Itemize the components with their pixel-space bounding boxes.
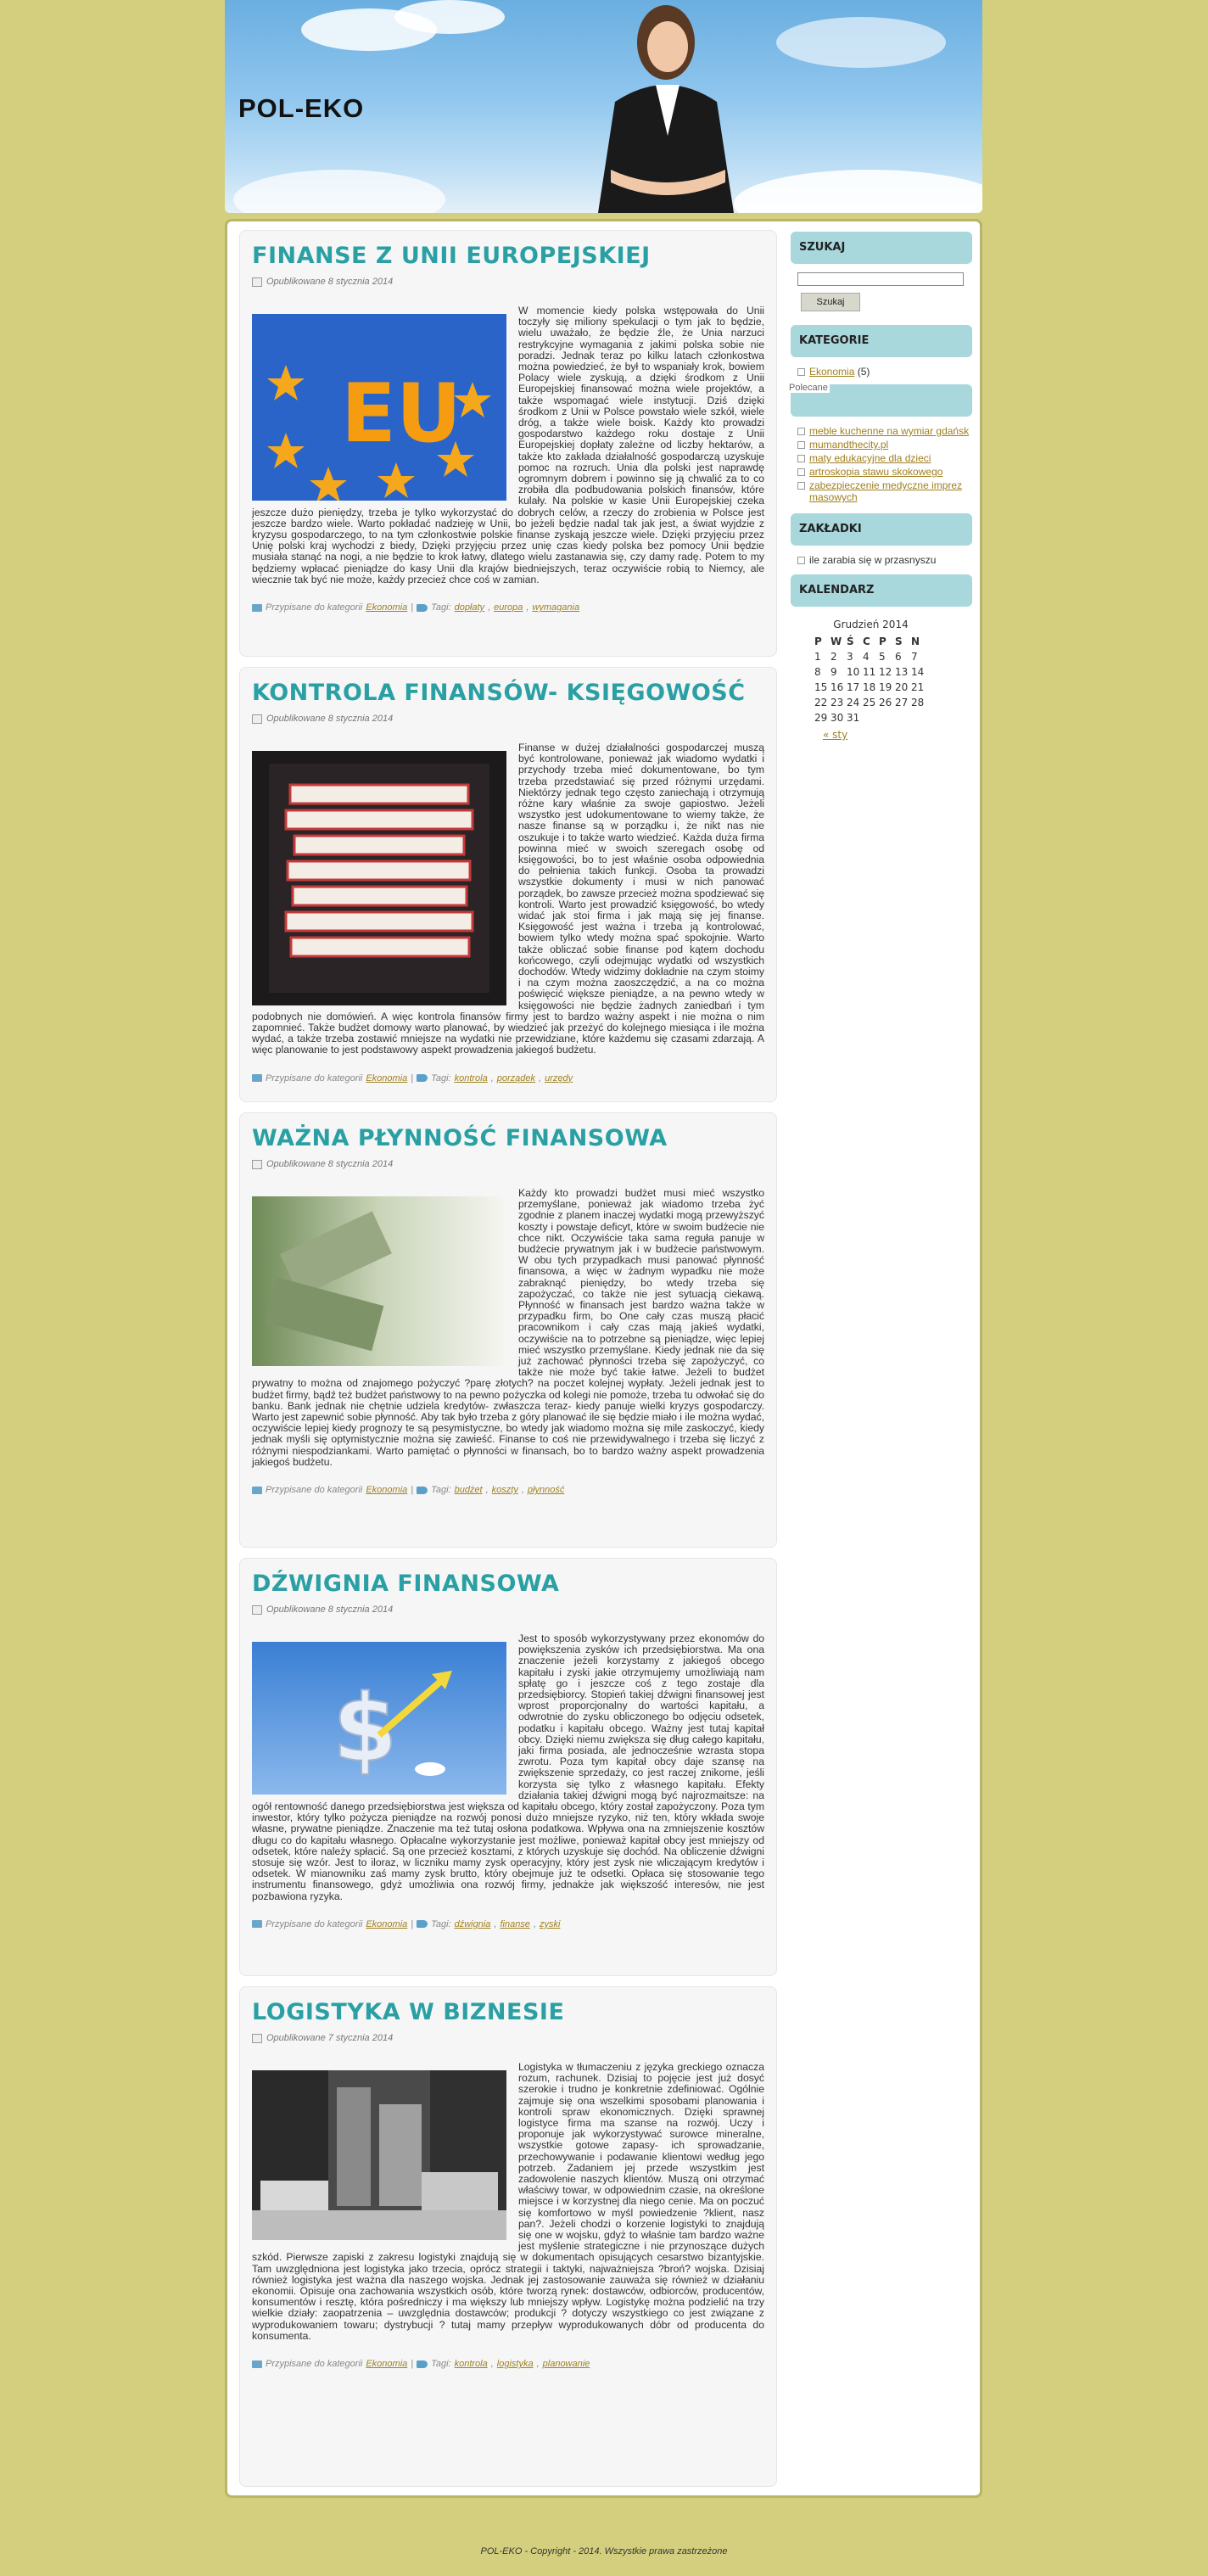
post-title[interactable]: DŹWIGNIA FINANSOWA bbox=[252, 1571, 560, 1597]
recommended-item bbox=[797, 466, 972, 478]
calendar-day-header: W bbox=[830, 636, 842, 647]
category-link[interactable]: Ekonomia bbox=[809, 366, 855, 378]
calendar-day: 4 bbox=[863, 651, 870, 663]
calendar-heading: KALENDARZ bbox=[791, 574, 972, 607]
calendar-day: 18 bbox=[863, 681, 876, 693]
post-logistyka: LOGISTYKA W BIZNESIE Opublikowane 7 stycznia 2014 Logistyka w tłumaczeniu z języka greckiego oznacza rozum, rachunek. Dzisiaj to pojęcie jest już dosyć szerokie i trudno je konkretnie zdefiniować. Ogólnie zajmuje się ona wszelkimi sposobami planowania i kontroli spraw ekonomicznych. Dzięki sprawnej logistyce firma ma szanse na rozwój. Uczy i proponuje jak wykorzystywać surowce mineralne, wszystkie gotowe zapasy- ich sprowadzanie, przechowywanie i podawanie klientowi według jego potrzeb. Zadaniem jej przede wszystkim jest zadowolenie naszych klientów. Muszą oni otrzymać właściwy towar, w odpowiednim czasie, na określone miejsce i w korzystnej dla niego cenie. Ma on poczuć się komfortowo w myśl powiedzenie ?klient, nasz pan?. Jeżeli chodzi o korzenie logistyki to znajdują się one w wojsku, gdyż to właśnie tam bardzo ważne jest myślenie strategiczne i nie przynoszące dużych szkód. Pierwsze zapiski z zakresu logistyki znajdują się w dokumentach opisujących cesarstwo bizantyjskie. Tam uwzględniona jest logistyka jako trzecia, oprócz strategii i taktyki, najważniejsza ?broń? wojska. Dzisiaj również logistyka jest ważna dla naszego wojska. Jednak jej zastosowanie zauważa się również w działaniu ekonomii. Opisuje ona zachowania wszystkich osób, które tworzą rynek: dostawców, odbiorców, producentów, konsumentów i resztę, która pośredniczy i ma większy lub mniejszy wpływ. Logistykę można podzielić na trzy wielkie działy: zaopatrzenia – uwzględnia dostawców; produkcji ? dotyczy wszystkiego co jest związane z wyprodukowaniem towaru; dystrybucji ? tutaj mamy przepływ wyprodukowanych dóbr od producenta do konsumenta. Przypisane do kategorii Ekonomia | Tagi: kontrola , logistyka , planowanie bbox=[239, 1986, 777, 2487]
calendar-day-header: Ś bbox=[847, 636, 854, 647]
tag-link[interactable]: budżet bbox=[454, 1485, 483, 1496]
recommended-link[interactable]: artroskopia stawu skokowego bbox=[809, 466, 943, 478]
calendar-day-header: P bbox=[879, 636, 886, 647]
post-title[interactable]: FINANSE Z UNII EUROPEJSKIEJ bbox=[252, 243, 651, 269]
folder-icon bbox=[252, 1074, 262, 1082]
calendar-day: 1 bbox=[814, 651, 821, 663]
calendar-day: 11 bbox=[863, 666, 876, 678]
calendar-day: 13 bbox=[895, 666, 909, 678]
recommended-heading: Polecane bbox=[789, 383, 828, 393]
tag-link[interactable]: płynność bbox=[527, 1485, 565, 1496]
post-date: Opublikowane 7 stycznia 2014 bbox=[266, 2033, 394, 2043]
category-list bbox=[791, 366, 972, 378]
calendar-day: 30 bbox=[830, 712, 844, 724]
tag-icon bbox=[417, 1920, 428, 1928]
post-dzwignia-finansowa: DŹWIGNIA FINANSOWA Opublikowane 8 stycznia 2014 $ Jest to sposób wykorzystywany przez ekonomów do powiększenia zysków ich przedsiębiorstwa. Ma ona znaczenie jeżeli korzystamy z jakiegoś obcego kapitału i zyski jakie otrzymujemy umożliwiają nam spłatę go i jeszcze coś z tego zostaje dla przedsiębiorcy. Stopień takiej dźwigni finansowej jest wprost proporcjonalny do wartości kapitału, a odwrotnie do zysku obliczonego bo odjęciu odsetek, podatku i kapitału obcego. Ważny jest tutaj kapitał obcy. Dzięki niemu zwiększa się dług całego kapitału, jaki firma posiada, ale jednocześnie wzrasta stopa zwrotu. Poza tym kapitał obcy daje szansę na zwiększenie sprzedaży, co jest raczej znikome, jeśli korzysta się tylko z własnego kapitału. Efekty działania takiej dźwigni mogą być najrozmaitsze: na ogół rentowność danego przedsiębiorstwa jest większa od kapitału obcego, który został zapożyczony. Poza tym inwestor, który tylko pożycza pieniądze na rozwój ponosi dużo mniejsze ryzyko, niż ten, który wkłada swoje własne, prywatne pieniądze. Znaczenie ma też tutaj osłona podatkowa. Wpływa ona na zmniejszenie kosztów długu co do kapitału własnego. Opłacalne wykorzystanie jest możliwe, ponieważ kapitał obcy jest mniejszy od odsetek, które należy spłacić. Są one przecież kosztami, z których uzyskuje się dochód. Na obliczenie dźwigni stosuje się wzór. Jest to iloraz, w liczniku mamy zysk operacyjny, który jest zysk nie wliczającym kredytów i odsetek. W mianowniku zaś mamy zysk brutto, który obejmuje już te odsetki. Opłaca się stosowanie tego instrumentu finansowego, gdyż umożliwia ona rozwój firmy, jednakże jak większość interesów, nie jest pozbawiona ryzyka. Przypisane do kategorii Ekonomia | Tagi: dźwignia , finanse , zyski bbox=[239, 1558, 777, 1976]
tag-link[interactable]: europa bbox=[494, 602, 523, 613]
calendar-day: 24 bbox=[847, 697, 860, 708]
money-bills-image bbox=[252, 1196, 506, 1366]
sidebar bbox=[791, 232, 972, 741]
calendar-icon bbox=[252, 2034, 262, 2043]
post-title[interactable]: KONTROLA FINANSÓW- KSIĘGOWOŚĆ bbox=[252, 680, 746, 706]
category-link[interactable]: Ekonomia bbox=[366, 602, 408, 613]
calendar-day: 12 bbox=[879, 666, 892, 678]
recommended-link[interactable]: maty edukacyjne dla dzieci bbox=[809, 452, 931, 464]
post-body: Każdy kto prowadzi budżet musi mieć wszystko przemyślane, ponieważ jak wiadomo trzeba żyć zgodnie z planem inaczej wydatki mogą przewyższyć koszty i powstaje deficyt, które w swoim budżecie nie chce nikt. Oczywiście taka sama reguła panuje w budżecie prywatnym jak i w budżecie państwowym. W obu tych przypadkach musi panować płynność finansowa, a więc w żadnym wypadku nie może zabraknąć pieniędzy, bo wtedy trzeba się zapożyczać, co także nie jest sytuacją ciekawą. Płynność w finansach jest bardzo ważna także w przypadku firm, bo One cały czas muszą płacić pracownikom i cały czas mają jakieś wydatki, oczywiście na to potrzebne są pieniądze, więc lepiej mieć wszystko przemyślane. Kiedy jednak nie da się już zachować płynności trzeba się zapożyczyć, co także nie może być takie łatwe. Jeżeli to budżet prywatny to można od znajomego pożyczyć ?parę złotych? na poczet kolejnej wypłaty. Jeżeli jednak jest to budżet firmy, bądź też budżet państwowy to na pewno pożyczka od kolegi nie pomoże, trzeba tu odwołać się do banku. Bank jednak nie chętnie udziela kredytów- zwłaszcza teraz- kiedy panuje wielki kryzys gospodarczy. Warto jest zapewnić sobie płynność. Aby tak było trzeba z góry planować ile się będzie miało i ile można wydać, oczywiście lepiej kiedy prognozy te są pesymistyczne, bo wtedy jak wiadomo można się mile zaskoczyć, kiedy jednak myśli się optymistycznie można się zawieść. Finanse to coś nie przewidywalnego i trzeba się liczyć z różnymi niespodziankami. Warto pamiętać o płynności w finansach, bo to bardzo ważny aspekt prowadzenia jakiegoś budżetu. bbox=[252, 1187, 764, 1468]
site-title[interactable]: POL-EKO bbox=[238, 93, 365, 123]
folder-icon bbox=[252, 2360, 262, 2368]
tag-link[interactable]: dopłaty bbox=[454, 602, 485, 613]
post-date: Opublikowane 8 stycznia 2014 bbox=[266, 277, 394, 287]
tag-link[interactable]: kontrola bbox=[454, 2359, 488, 2370]
calendar-caption: Grudzień 2014 bbox=[833, 619, 909, 630]
calendar-day: 14 bbox=[911, 666, 925, 678]
tag-link[interactable]: kontrola bbox=[454, 1072, 488, 1084]
post-body: Finanse w dużej działalności gospodarczej muszą być kontrolowane, ponieważ jak wiadomo wydatki i przychody trzeba mieć dokumentowane, bo tym trzeba przedstawiać się przed różnymi urzędami. Niektórzy jednak tego często zaniechają i otrzymują różne kary właśnie za swoje gapiostwo. Jeżeli wszystko jest udokumentowane to wiemy także, że nasze finanse są w porządku i, że nikt nas nie oszukuje i to także warto wiedzieć. Każda duża firma powinna mieć w swoich szeregach osobę od księgowości, bo to jest właśnie osoba odpowiednia do pełnienia takich funkcji. Osoba ta prowadzi wszystkie dokumenty i musi w nich panować porządek, bo zawsze przecież można spodziewać się kontroli. Warto jest prowadzić księgowość, bo wtedy widać jak stoi firma i jak mają się jej finanse. Księgowość jest ważna i trzeba ją kontrolować, bowiem tylko wtedy można spać spokojnie. Warto także obliczać sobie finanse pod kątem dochodu końcowego, czyli odejmując wydatki od wszystkich dochodów. Wtedy widzimy dokładnie na czym stoimy i na czym można zaoszczędzić, a na co można poświęcić większe pieniądze, a na pewno wtedy w księgowości nie będzie żadnych zaniedbań i tym podobnych nie domówień. A więc kontrola finansów firmy jest to bardzo ważny aspekt i nie można o nim zapomnieć. Także budżet domowy warto planować, by wiedzieć jak przeżyć do kolejnego miesiąca i ile można wydać, a także trzeba zostawić mniejsze na wydatki nie przewidziane, które każdemu się czasami zdarzają. A więc planowanie to jest podstawowy aspekt prowadzenia jakiegoś budżetu. bbox=[252, 742, 764, 1056]
post-body: W momencie kiedy polska wstępowała do Unii toczyły się miliony spekulacji o tym jak to będzie, wielu uważało, że będzie źle, że Unia narzuci restrykcyjne wymagania z jakimi polska sobie nie poradzi. Jednak teraz po kilku latach członkostwa można powiedzieć, że był to wspaniały krok, bowiem Polacy wiele zyskują, a dzięki środkom z Unii Europejskiej finansować można wiele projektów, a także wspomagać wiele instytucji. Dziś dzięki środkom z Unii w Polsce powstało wiele szkół, wiele dróg, a także wiele boisk. Każdy kto prowadzi gospodarstwo każdego roku dostaje z Unii Europejskiej dopłaty zależne od liczby hektarów, a także kto zakłada działalność gospodarczą uzyskuje pomoc na rozruch. Unia dla polski jest naprawdę ogromnym dobrem i powinno się ją chwalić za to co zrobiła dla podbudowania polskich finansów, które kulały. Na polskie w kasie Unii Europejskiej czeka jeszcze dużo pieniędzy, trzeba je tylko wykorzystać do dobrych celów, a rzeczy do zrobienia w Polsce jest jeszcze bardzo wiele. Warto pokładać nadzieję w Unii, bo jeżeli będzie nadal tak jak jest, a świat wyjdzie z kryzysu gospodarczego, to na tym członkostwie polskie finanse zyskają jeszcze wiele. Dzięki przyjęciu przez Unię polski kraj wychodzi z biedy, Dzięki przyjęciu przez unię czas kiedy polska bez pomocy Unii będzie musiała stanąć na nogi, a nie będzie to krok łatwy, dlatego wielu zastanawia się, czy damy radę. Potem to my będziemy wpłacać pieniądze do kasy Unii dla krajów biedniejszych, teraz oczywiście robią to Niemcy, ale wiecznie tak być nie może, każdy przecież chce coś w zamian. bbox=[252, 305, 764, 585]
calendar-icon bbox=[252, 714, 262, 724]
calendar-icon bbox=[252, 277, 262, 287]
tag-link[interactable]: wymagania bbox=[532, 602, 580, 613]
calendar-day: 6 bbox=[895, 651, 902, 663]
calendar-day: 15 bbox=[814, 681, 828, 693]
calendar-day: 29 bbox=[814, 712, 828, 724]
recommended-link[interactable]: zabezpieczenie medyczne imprez masowych bbox=[809, 479, 963, 503]
calendar-day: 20 bbox=[895, 681, 909, 693]
post-kontrola-finansow: KONTROLA FINANSÓW- KSIĘGOWOŚĆ Opublikowane 8 stycznia 2014 Finanse w dużej działalności gospodarczej muszą być kontrolowane, ponieważ jak wiadomo wydatki i przychody trzeba mieć dokumentowane, bo tym trzeba przedstawiać się przed różnymi urzędami. Niektórzy jednak tego często zaniechają i otrzymują różne kary właśnie za swoje gapiostwo. Jeżeli wszystko jest udokumentowane to wiemy także, że nasze finanse są w porządku i, że nikt nas nie oszukuje i to także warto wiedzieć. Każda duża firma powinna mieć w swoich szeregach osobę od księgowości, bo to jest właśnie osoba odpowiednia do pełnienia takich funkcji. Osoba ta prowadzi wszystkie dokumenty i musi w nich panować porządek, bo zawsze przecież można spodziewać się kontroli. Warto jest prowadzić księgowość, bo wtedy widać jak stoi firma i jak mają się jej finanse. Księgowość jest ważna i trzeba ją kontrolować, bowiem tylko wtedy można spać spokojnie. Warto także obliczać sobie finanse pod kątem dochodu końcowego, czyli odejmując wydatki od wszystkich dochodów. Wtedy widzimy dokładnie na czym stoimy i na czym można zaoszczędzić, a na co można poświęcić większe pieniądze, a na pewno wtedy w księgowości nie będzie żadnych zaniedbań i tym podobnych nie domówień. A więc kontrola finansów firmy jest to bardzo ważny aspekt i nie można o nim zapomnieć. Także budżet domowy warto planować, by wiedzieć jak przeżyć do kolejnego miesiąca i ile można wydać, a także trzeba zostawić mniejsze na wydatki nie przewidziane, które każdemu się czasami zdarzają. A więc planowanie to jest podstawowy aspekt prowadzenia jakiegoś budżetu. Przypisane do kategorii Ekonomia | Tagi: kontrola , porządek , urzędy bbox=[239, 667, 777, 1102]
post-title[interactable]: WAŻNA PŁYNNOŚĆ FINANSOWA bbox=[252, 1125, 668, 1151]
post-body: Jest to sposób wykorzystywany przez ekonomów do powiększenia zysków ich przedsiębiorstwa. Ma ona znaczenie jeżeli korzystamy z jakiegoś obcego kapitału i zyski jakie otrzymujemy umożliwiają nam spłatę go i jeszcze coś z tego zostaje dla przedsiębiorcy. Stopień takiej dźwigni finansowej jest wprost proporcjonalny do wartości kapitału, a odwrotnie do zysku obliczonego bo odjęciu odsetek, podatku i kapitału obcego. Ważny jest tutaj kapitał obcy. Dzięki niemu zwiększa się dług całego kapitału, jaki firma posiada, ale jednocześnie wzrasta stopa zwrotu. Poza tym kapitał obcy daje szansę na zwiększenie sprzedaży, co jest raczej znikome, jeśli korzysta się tylko z własnego kapitału. Efekty działania takiej dźwigni mogą być najrozmaitsze: na ogół rentowność danego przedsiębiorstwa jest większa od kapitału obcego, który został zapożyczony. Poza tym inwestor, który tylko pożycza pieniądze na rozwój ponosi dużo mniejsze ryzyko, niż ten, który wkłada swoje własne, prywatne pieniądze. Znaczenie ma też tutaj osłona podatkowa. Wpływa ona na zmniejszenie kosztów długu co do kapitału własnego. Opłacalne wykorzystanie jest możliwe, ponieważ kapitał obcy jest mniejszy od odsetek, które należy spłacić. Są one przecież kosztami, z których uzyskuje się dochód. Na obliczenie dźwigni stosuje się wzór. Jest to iloraz, w liczniku mamy zysk operacyjny, który jest zysk nie wliczającym kredytów i odsetek. W mianowniku zaś mamy zysk brutto, który obejmuje już te odsetki. Opłaca się stosowanie tego instrumentu finansowego, gdyż umożliwia ona rozwój firmy, jednakże jak większość interesów, nie jest pozbawiona ryzyka. bbox=[252, 1632, 764, 1902]
post-date: Opublikowane 8 stycznia 2014 bbox=[266, 1604, 394, 1615]
calendar-prev-link[interactable]: « sty bbox=[823, 729, 848, 741]
calendar-day: 21 bbox=[911, 681, 925, 693]
svg-text:EU: EU bbox=[341, 367, 462, 461]
calendar-day: 17 bbox=[847, 681, 860, 693]
calendar-day-header: C bbox=[863, 636, 870, 647]
calendar-day: 10 bbox=[847, 666, 860, 678]
document-stack-image bbox=[252, 751, 506, 1005]
calendar-day: 7 bbox=[911, 651, 918, 663]
svg-text:$: $ bbox=[333, 1674, 398, 1783]
post-title[interactable]: LOGISTYKA W BIZNESIE bbox=[252, 1999, 565, 2025]
tag-link[interactable]: zyski bbox=[540, 1918, 561, 1929]
recommended-item bbox=[797, 452, 972, 464]
calendar-day: 28 bbox=[911, 697, 925, 708]
calendar-day: 3 bbox=[847, 651, 853, 663]
folder-icon bbox=[252, 1920, 262, 1928]
search-heading: SZUKAJ bbox=[791, 232, 972, 264]
category-item: Ekonomia (5) bbox=[797, 366, 972, 378]
tag-icon bbox=[417, 1074, 428, 1082]
footer-copyright: POL-EKO - Copyright - 2014. Wszystkie prawa zastrzeżone bbox=[480, 2546, 728, 2556]
search-input[interactable] bbox=[797, 272, 964, 286]
calendar-day: 27 bbox=[895, 697, 909, 708]
tag-link[interactable]: planowanie bbox=[542, 2359, 590, 2370]
category-link[interactable]: Ekonomia bbox=[366, 1485, 408, 1496]
bookmark-item: ile zarabia się w przasnyszu bbox=[797, 554, 972, 566]
eu-stars-image bbox=[252, 314, 506, 501]
categories-heading: KATEGORIE bbox=[791, 325, 972, 357]
businesswoman-image bbox=[564, 0, 759, 213]
tag-icon bbox=[417, 2360, 428, 2368]
calendar-day: 8 bbox=[814, 666, 821, 678]
calendar-day-header: P bbox=[814, 636, 822, 647]
calendar-table bbox=[814, 634, 927, 725]
site-header bbox=[225, 0, 982, 213]
post-plynnosc-finansowa: WAŻNA PŁYNNOŚĆ FINANSOWA Opublikowane 8 stycznia 2014 Każdy kto prowadzi budżet musi mieć wszystko przemyślane, ponieważ jak wiadomo trzeba żyć zgodnie z planem inaczej wydatki mogą przewyższyć koszty i powstaje deficyt, które w swoim budżecie nie chce nikt. Oczywiście taka sama reguła panuje w budżecie prywatnym jak i w budżecie państwowym. W obu tych przypadkach musi panować płynność finansowa, a więc w żadnym wypadku nie może zabraknąć pieniędzy, bo wtedy trzeba się zapożyczać, co także nie jest sytuacją ciekawą. Płynność w finansach jest bardzo ważna także w przypadku firm, bo One cały czas muszą płacić pracownikom i cały czas mają jakieś wydatki, oczywiście na to potrzebne są pieniądze, więc lepiej mieć wszystko przemyślane. Kiedy jednak nie da się już zachować płynności trzeba się zapożyczyć, co także nie może być takie łatwe. Jeżeli to budżet prywatny to można od znajomego pożyczyć ?parę złotych? na poczet kolejnej wypłaty. Jeżeli jednak jest to budżet firmy, bądź też budżet państwowy to na pewno pożyczka od kolegi nie pomoże, trzeba tu odwołać się do banku. Bank jednak nie chętnie udziela kredytów- zwłaszcza teraz- kiedy panuje wielki kryzys gospodarczy. Warto jest zapewnić sobie płynność. Aby tak było trzeba z góry planować ile się będzie miało i ile można wydać, oczywiście lepiej kiedy prognozy te są pesymistyczne, bo wtedy jak wiadomo można się mile zaskoczyć, kiedy jednak myśli się optymistycznie można się zawieść. Finanse to coś nie przewidywalnego i trzeba się liczyć z różnymi niespodziankami. Warto pamiętać o płynności w finansach, bo to bardzo ważny aspekt prowadzenia jakiegoś budżetu. Przypisane do kategorii Ekonomia | Tagi: budżet , koszty , płynność bbox=[239, 1112, 777, 1548]
recommended-item bbox=[797, 439, 972, 451]
calendar-day: 25 bbox=[863, 697, 876, 708]
calendar-day-header: S bbox=[895, 636, 903, 647]
recommended-item bbox=[797, 479, 972, 503]
calendar-icon bbox=[252, 1160, 262, 1169]
calendar-day: 16 bbox=[830, 681, 844, 693]
calendar-day: 23 bbox=[830, 697, 844, 708]
calendar-day-header: N bbox=[911, 636, 920, 647]
category-link[interactable]: Ekonomia bbox=[366, 2359, 408, 2370]
tag-icon bbox=[417, 604, 428, 612]
search-button[interactable]: Szukaj bbox=[801, 293, 860, 311]
content-wrapper bbox=[225, 219, 982, 2498]
calendar-day: 9 bbox=[830, 666, 837, 678]
tag-link[interactable]: porządek bbox=[496, 1072, 536, 1084]
category-link[interactable]: Ekonomia bbox=[366, 1918, 408, 1929]
calendar-icon bbox=[252, 1605, 262, 1615]
post-date: Opublikowane 8 stycznia 2014 bbox=[266, 714, 394, 724]
city-street-image bbox=[252, 2070, 506, 2240]
recommended-list bbox=[791, 425, 972, 503]
bookmarks-list bbox=[791, 554, 972, 566]
tag-link[interactable]: koszty bbox=[491, 1485, 518, 1496]
tag-link[interactable]: finanse bbox=[500, 1918, 530, 1929]
bookmarks-heading: ZAKŁADKI bbox=[791, 513, 972, 546]
category-link[interactable]: Ekonomia bbox=[366, 1072, 408, 1084]
folder-icon bbox=[252, 604, 262, 612]
calendar-day: 2 bbox=[830, 651, 837, 663]
tag-icon bbox=[417, 1487, 428, 1494]
post-body: Logistyka w tłumaczeniu z języka greckiego oznacza rozum, rachunek. Dzisiaj to pojęcie jest już dosyć szerokie i trudno je konkretnie zdefiniować. Ogólnie zajmuje się ona wszelkimi sposobami planowania i kontroli spraw ekonomicznych. Dzięki sprawnej logistyce firma ma szanse na rozwój. Uczy i proponuje jak wykorzystywać surowce mineralne, wszystkie gotowe zapasy- ich sprowadzanie, przechowywanie i podawanie klientowi według jego potrzeb. Zadaniem jej przede wszystkim jest zadowolenie naszych klientów. Muszą oni otrzymać właściwy towar, w odpowiednim czasie, na określone miejsce i w korzystnej dla niego cenie. Ma on poczuć się komfortowo w myśl powiedzenie ?klient, nasz pan?. Jeżeli chodzi o korzenie logistyki to znajdują się one w wojsku, gdyż to właśnie tam bardzo ważne jest myślenie strategiczne i nie przynoszące dużych szkód. Pierwsze zapiski z zakresu logistyki znajdują się w dokumentach opisujących cesarstwo bizantyjskie. Tam uwzględniona jest logistyka jako trzecia, oprócz strategii i taktyki, najważniejsza ?broń? wojska. Dzisiaj również logistyka jest ważna dla naszego wojska. Jednak jej zastosowanie zauważa się również w działaniu ekonomii. Opisuje ona zachowania wszystkich osób, które tworzą rynek: dostawców, odbiorców, producentów, konsumentów i resztę, która pośredniczy i ma większy lub mniejszy wpływ. Logistykę można podzielić na trzy wielkie działy: zaopatrzenia – uwzględnia dostawców; produkcji ? dotyczy wszystkiego co jest związane z wyprodukowaniem towaru; dystrybucji ? tutaj mamy przepływ wyprodukowanych dóbr od producenta do konsumenta. bbox=[252, 2061, 764, 2342]
calendar-day: 31 bbox=[847, 712, 860, 724]
tag-link[interactable]: dźwignia bbox=[454, 1918, 491, 1929]
calendar-day: 26 bbox=[879, 697, 892, 708]
tag-link[interactable]: urzędy bbox=[545, 1072, 573, 1084]
post-date: Opublikowane 8 stycznia 2014 bbox=[266, 1159, 394, 1169]
folder-icon bbox=[252, 1487, 262, 1494]
calendar-day: 5 bbox=[879, 651, 886, 663]
tag-link[interactable]: logistyka bbox=[496, 2359, 534, 2370]
calendar-widget bbox=[814, 619, 972, 741]
calendar-day: 19 bbox=[879, 681, 892, 693]
dollar-sign-image bbox=[252, 1642, 506, 1795]
recommended-header-bar bbox=[791, 384, 972, 417]
post-finanse-unia: FINANSE Z UNII EUROPEJSKIEJ Opublikowane 8 stycznia 2014 EU W momencie kiedy polska wstępowała do Unii toczyły się miliony spekulacji o tym jak to będzie, wielu uważało, że będzie źle, że Unia narzuci restrykcyjne wymagania z jakimi polska sobie nie poradzi. Jednak teraz po kilku latach członkostwa można powiedzieć, że był to wspaniały krok, bowiem Polacy wiele zyskują, a dzięki środkom z Unii Europejskiej finansować można wiele projektów, a także wspomagać wiele instytucji. Dziś dzięki środkom z Unii w Polsce powstało wiele szkół, wiele dróg, a także wiele boisk. Każdy kto prowadzi gospodarstwo każdego roku dostaje z Unii Europejskiej dopłaty zależne od liczby hektarów, a także kto zakłada działalność gospodarczą uzyskuje pomoc na rozruch. Unia dla polski jest naprawdę ogromnym dobrem i powinno się ją chwalić za to co zrobiła dla podbudowania polskich finansów, które kulały. Na polskie w kasie Unii Europejskiej czeka jeszcze dużo pieniędzy, trzeba je tylko wykorzystać do dobrych celów, a rzeczy do zrobienia w Polsce jest jeszcze bardzo wiele. Warto pokładać nadzieję w Unii, bo jeżeli będzie nadal tak jak jest, a świat wyjdzie z kryzysu gospodarczego, to na tym członkostwie polskie finanse zyskają jeszcze wiele. Dzięki przyjęciu przez Unię polski kraj wychodzi z biedy, Dzięki przyjęciu przez unię czas kiedy polska bez pomocy Unii będzie musiała stanąć na nogi, a nie będzie to krok łatwy, dlatego wielu zastanawia się, czy damy radę. Potem to my będziemy wpłacać pieniądze do kasy Unii dla krajów biedniejszych, teraz oczywiście robią to Niemcy, ale wiecznie tak być nie może, każdy przecież chce coś w zamian. Przypisane do kategorii Ekonomia | Tagi: dopłaty , europa , wymagania bbox=[239, 230, 777, 657]
recommended-item bbox=[797, 425, 972, 437]
recommended-link[interactable]: mumandthecity.pl bbox=[809, 439, 889, 451]
recommended-link[interactable]: meble kuchenne na wymiar gdańsk bbox=[809, 425, 970, 437]
calendar-day: 22 bbox=[814, 697, 828, 708]
